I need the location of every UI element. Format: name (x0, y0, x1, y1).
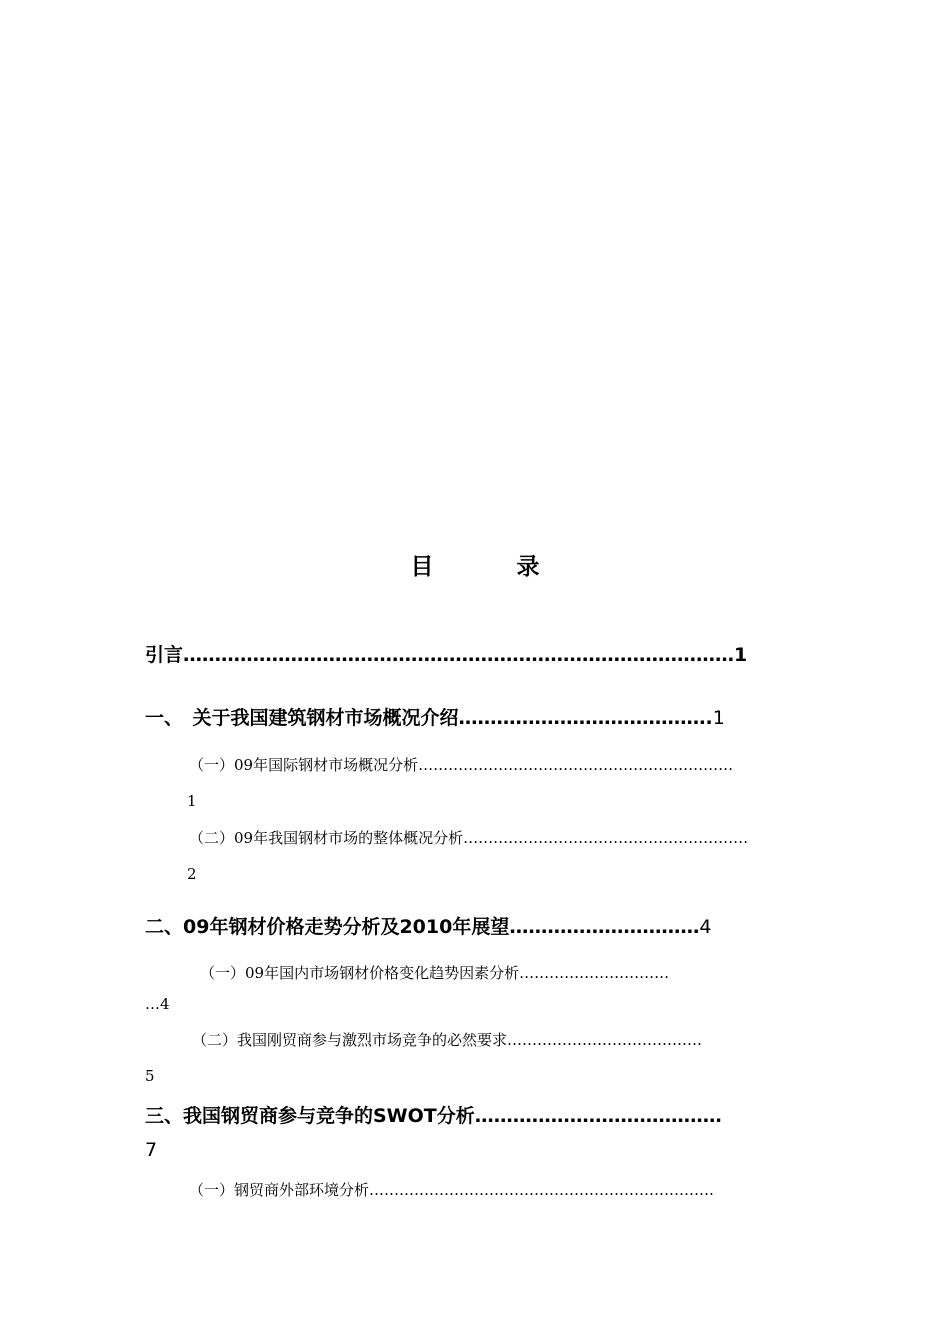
toc-entry-section-1[interactable] (145, 703, 725, 730)
toc-entry-section-2[interactable] (145, 912, 711, 939)
toc-title: 目 录 (410, 554, 570, 580)
toc-leader-dots: …………………………………. (458, 707, 713, 729)
toc-page-number: 5 (145, 1067, 155, 1085)
toc-entry-label: （二）我国刚贸商参与激烈市场竞争的必然要求 (192, 1031, 508, 1049)
toc-page-number: …4 (145, 995, 170, 1013)
toc-entry-intro[interactable] (145, 640, 747, 667)
toc-entry-label: （一）09年国际钢材市场概况分析 (189, 756, 419, 774)
toc-entry-label: 三、我国钢贸商参与竞争的SWOT分析 (145, 1105, 475, 1127)
toc-leader-dots: ………………………………………………… (463, 829, 749, 847)
toc-page-number: 1 (712, 707, 725, 729)
toc-entry-section-3-1[interactable] (189, 1179, 714, 1200)
toc-entry-label: （二）09年我国钢材市场的整体概况分析 (189, 829, 464, 847)
toc-page-number: 2 (187, 865, 197, 883)
toc-page-number: 7 (145, 1139, 158, 1161)
toc-page-number: 1 (734, 644, 748, 666)
toc-leader-dots: ………………………… (509, 916, 700, 938)
toc-entry-label: （一）09年国内市场钢材价格变化趋势因素分析 (200, 964, 520, 982)
toc-entry-section-2-1[interactable] (200, 962, 669, 983)
toc-entry-label: （一）钢贸商外部环境分析 (189, 1181, 370, 1199)
toc-entry-label: 一、 关于我国建筑钢材市场概况介绍 (145, 707, 459, 729)
toc-entry-label: 引言 (145, 644, 184, 666)
toc-entry-section-2-2[interactable] (192, 1029, 702, 1050)
toc-entry-section-3[interactable] (145, 1101, 722, 1128)
toc-entry-section-1-2[interactable] (189, 827, 748, 848)
toc-page-number: 4 (699, 916, 712, 938)
toc-page-number: 1 (187, 792, 197, 810)
toc-leader-dots: ………………………………… (474, 1105, 722, 1127)
toc-leader-dots: …………………………………………………………… (369, 1181, 715, 1199)
toc-leader-dots: ……………………………………………………… (418, 756, 734, 774)
toc-leader-dots: ………………………… (519, 964, 670, 982)
toc-entry-label: 二、09年钢材价格走势分析及2010年展望 (145, 916, 510, 938)
toc-leader-dots: …………………………………………………………………………… (183, 644, 735, 666)
toc-entry-section-1-1[interactable] (189, 754, 733, 775)
toc-leader-dots: ………………………………… (507, 1031, 703, 1049)
